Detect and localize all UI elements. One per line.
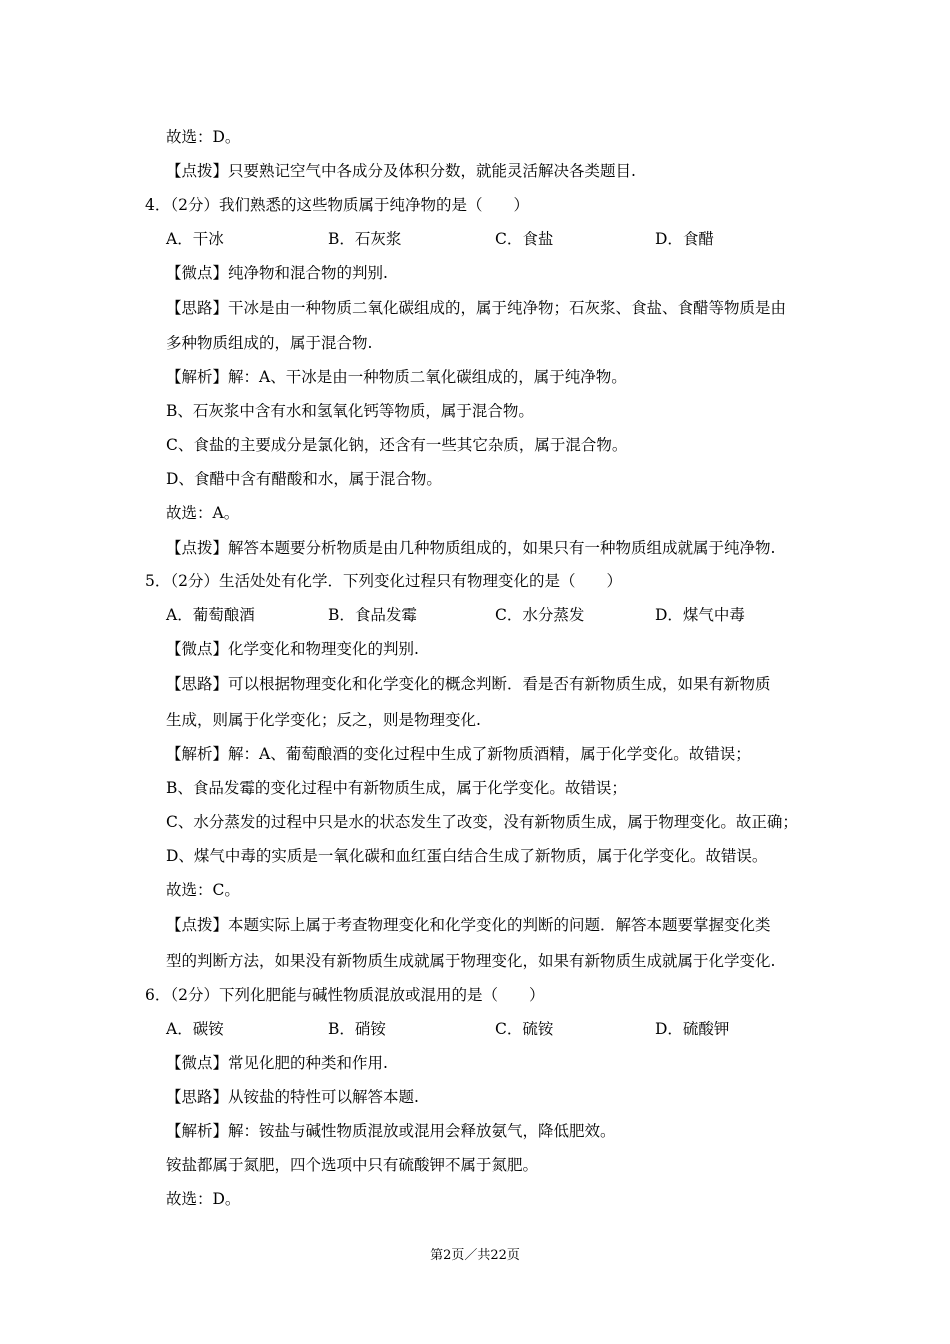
q6-option-a: A．碳铵 [166,1020,224,1038]
q4-analysis-line: C、食盐的主要成分是氯化钠，还含有一些其它杂质，属于混合物。 [166,436,628,454]
q4-analysis-line: B、石灰浆中含有水和氢氧化钙等物质，属于混合物。 [166,402,534,420]
q4-option-a: A．干冰 [166,230,224,248]
q5-tip-line-2: 型的判断方法，如果没有新物质生成就属于物理变化，如果有新物质生成就属于化学变化. [166,952,776,970]
q4-option-c: C．食盐 [495,230,554,248]
q5-analysis-line: B、食品发霉的变化过程中有新物质生成，属于化学变化。故错误； [166,779,627,797]
q5-option-a: A．葡萄酿酒 [166,606,255,624]
q4-idea-line-1: 【思路】干冰是由一种物质二氧化碳组成的，属于纯净物；石灰浆、食盐、食醋等物质是由 [166,299,787,317]
page-footer: 第2页／共22页 [430,1248,520,1263]
q4-analysis-line: 【解析】解：A、干冰是由一种物质二氧化碳组成的，属于纯净物。 [166,368,627,386]
q4-answer: 故选：A。 [166,504,240,522]
q5-idea-line-1: 【思路】可以根据物理变化和化学变化的概念判断．看是否有新物质生成，如果有新物质 [166,675,771,693]
q5-option-d: D．煤气中毒 [655,606,745,624]
q6-option-b: B．硝铵 [328,1020,386,1038]
q6-stem: 6．（2分）下列化肥能与碱性物质混放或混用的是（ ） [145,986,545,1004]
q4-option-b: B．石灰浆 [328,230,402,248]
q5-option-b: B．食品发霉 [328,606,417,624]
q4-tip: 【点拨】解答本题要分析物质是由几种物质组成的，如果只有一种物质组成就属于纯净物. [166,539,776,557]
q6-idea: 【思路】从铵盐的特性可以解答本题. [166,1088,419,1106]
q6-analysis-line: 【解析】解：铵盐与碱性物质混放或混用会释放氨气，降低肥效。 [166,1122,616,1140]
q5-analysis-line: 【解析】解：A、葡萄酿酒的变化过程中生成了新物质酒精，属于化学变化。故错误； [166,745,751,763]
q5-point: 【微点】化学变化和物理变化的判别. [166,640,419,658]
q6-answer: 故选：D。 [166,1190,241,1208]
q5-analysis-line: C、水分蒸发的过程中只是水的状态发生了改变，没有新物质生成，属于物理变化。故正确； [166,813,798,831]
q5-stem: 5．（2分）生活处处有化学．下列变化过程只有物理变化的是（ ） [145,572,622,590]
q5-option-c: C．水分蒸发 [495,606,585,624]
q4-point: 【微点】纯净物和混合物的判别. [166,264,388,282]
q3-answer: 故选：D。 [166,128,241,146]
q4-analysis-line: D、食醋中含有醋酸和水，属于混合物。 [166,470,442,488]
q5-idea-line-2: 生成，则属于化学变化；反之，则是物理变化. [166,711,481,729]
q5-analysis-line: D、煤气中毒的实质是一氧化碳和血红蛋白结合生成了新物质，属于化学变化。故错误。 [166,847,768,865]
q3-tip: 【点拨】只要熟记空气中各成分及体积分数，就能灵活解决各类题目. [166,162,636,180]
q6-analysis-line: 铵盐都属于氮肥，四个选项中只有硫酸钾不属于氮肥。 [166,1156,539,1174]
q6-option-c: C．硫铵 [495,1020,554,1038]
q4-idea-line-2: 多种物质组成的，属于混合物. [166,334,373,352]
q5-answer: 故选：C。 [166,881,240,899]
q6-option-d: D．硫酸钾 [655,1020,730,1038]
q5-tip-line-1: 【点拨】本题实际上属于考查物理变化和化学变化的判断的问题．解答本题要掌握变化类 [166,916,771,934]
q6-point: 【微点】常见化肥的种类和作用. [166,1054,388,1072]
q4-option-d: D．食醋 [655,230,714,248]
q4-stem: 4．（2分）我们熟悉的这些物质属于纯净物的是（ ） [145,196,529,214]
